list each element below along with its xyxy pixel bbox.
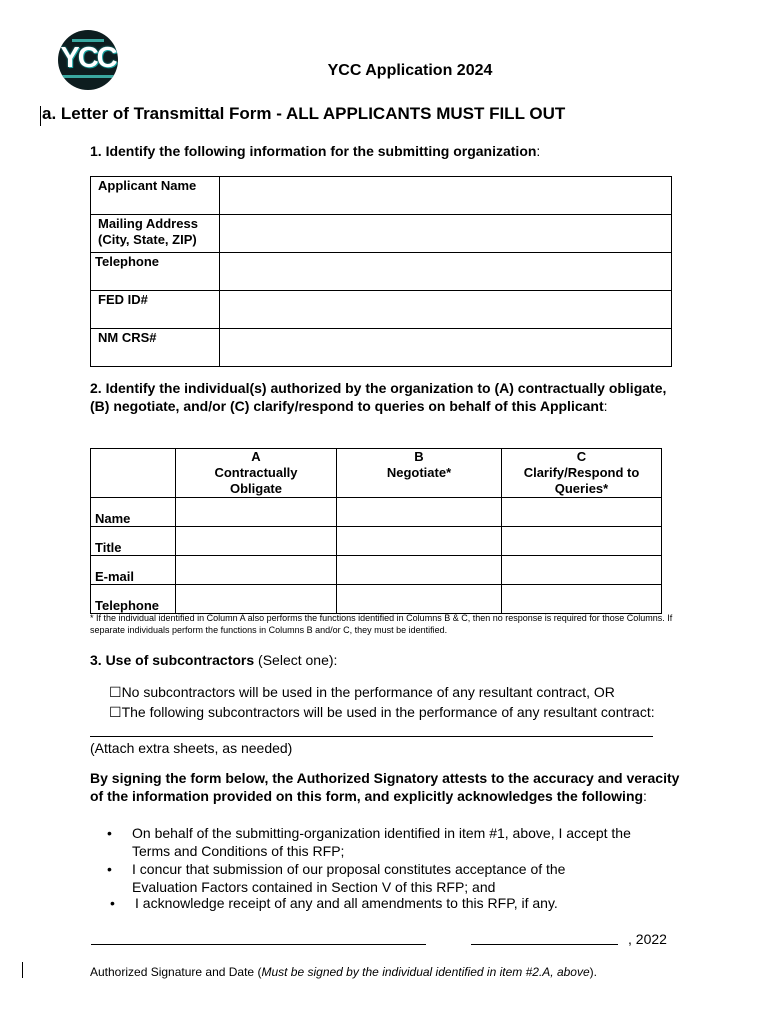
- email-b-field[interactable]: [337, 556, 502, 585]
- subcontractors-line[interactable]: [90, 736, 653, 737]
- column-letter: B: [414, 449, 424, 464]
- attestation-intro: [90, 769, 690, 805]
- bullet-item: [107, 860, 627, 896]
- nm-crs-field[interactable]: [220, 329, 672, 367]
- option-subcontractors[interactable]: [109, 704, 655, 721]
- title-a-field[interactable]: [176, 527, 337, 556]
- row-label: NM CRS#: [91, 329, 220, 367]
- section1-question: [90, 142, 710, 160]
- mailing-address-field[interactable]: [220, 215, 672, 253]
- section2-question: [90, 379, 670, 415]
- signature-line[interactable]: [91, 944, 426, 945]
- corner-cell: [91, 449, 176, 498]
- row-label: Mailing Address (City, State, ZIP): [91, 215, 220, 253]
- row-label: Telephone: [91, 585, 176, 614]
- bullet-text: I concur that submission of our proposal constitutes acceptance of the Evaluation Factors contained in Section V of this RFP; and: [132, 861, 566, 895]
- name-c-field[interactable]: [502, 498, 662, 527]
- signature-caption: [90, 965, 597, 979]
- column-b-header: [337, 449, 502, 498]
- ycc-logo: [58, 30, 118, 90]
- authorized-individuals-table: [90, 448, 662, 614]
- column-a-header: [176, 449, 337, 498]
- row-label: FED ID#: [91, 291, 220, 329]
- column-name: Clarify/Respond to Queries*: [523, 465, 640, 496]
- section2-label: 2. Identify the individual(s) authorized by the organization to (A) contractually obligate, (B) negotiate, and/or (C) clarify/respond to queries on behalf of this Applicant: [90, 380, 667, 414]
- column-letter: C: [576, 449, 587, 464]
- telephone-c-field[interactable]: [502, 585, 662, 614]
- bullet-icon: •: [107, 861, 112, 877]
- email-a-field[interactable]: [176, 556, 337, 585]
- caption-end: ).: [589, 965, 597, 979]
- page-title: YCC Application 2024: [327, 62, 493, 79]
- attestation-text: By signing the form below, the Authorized Signatory attests to the accuracy and veracity of the information provided on this form, and explicitly acknowledges the following: [90, 770, 680, 804]
- table-footnote: * If the individual identified in Column A also performs the functions identified in Columns B & C, then no response is required for those Columns. If separate individuals perform the functions in Columns B and/or C, they must be identified.: [90, 613, 673, 635]
- attestation-colon: :: [643, 788, 647, 804]
- section2-colon: :: [603, 398, 608, 414]
- section1-label: 1. Identify the following information for the submitting organization: [90, 143, 537, 159]
- checkbox-icon[interactable]: ☐: [109, 704, 122, 720]
- telephone-b-field[interactable]: [337, 585, 502, 614]
- column-c-header: [502, 449, 662, 498]
- title-c-field[interactable]: [502, 527, 662, 556]
- bullet-icon: •: [107, 825, 112, 841]
- bullet-text: On behalf of the submitting-organization identified in item #1, above, I accept the Terms and Conditions of this RFP;: [132, 825, 631, 859]
- column-name: Negotiate*: [386, 465, 452, 480]
- telephone-a-field[interactable]: [176, 585, 337, 614]
- email-c-field[interactable]: [502, 556, 662, 585]
- row-label: Title: [91, 527, 176, 556]
- year-text: , 2022: [628, 931, 667, 947]
- bullet-text: I acknowledge receipt of any and all amendments to this RFP, if any.: [135, 895, 558, 911]
- section1-colon: :: [536, 143, 541, 159]
- name-a-field[interactable]: [176, 498, 337, 527]
- bullet-icon: •: [110, 895, 115, 911]
- option-label: The following subcontractors will be used in the performance of any resultant contract:: [121, 704, 655, 720]
- bullet-item: [110, 894, 630, 912]
- row-label: E-mail: [91, 556, 176, 585]
- telephone-field[interactable]: [220, 253, 672, 291]
- bullet-item: [107, 824, 631, 860]
- row-label: Name: [91, 498, 176, 527]
- text-cursor: [40, 106, 41, 126]
- name-b-field[interactable]: [337, 498, 502, 527]
- title-b-field[interactable]: [337, 527, 502, 556]
- row-label: Telephone: [91, 253, 220, 291]
- section3-label: 3. Use of subcontractors: [90, 652, 255, 668]
- fed-id-field[interactable]: [220, 291, 672, 329]
- option-no-subcontractors[interactable]: [109, 684, 615, 701]
- date-line[interactable]: [471, 944, 618, 945]
- section3-hint: (Select one):: [254, 652, 338, 668]
- margin-cursor: [22, 962, 23, 978]
- applicant-name-field[interactable]: [220, 177, 672, 215]
- caption-italic: Must be signed by the individual identified in item #2.A, above: [261, 965, 590, 979]
- attach-note: (Attach extra sheets, as needed): [90, 740, 293, 756]
- form-heading: a. Letter of Transmittal Form - ALL APPLICANTS MUST FILL OUT: [42, 104, 566, 123]
- caption-start: Authorized Signature and Date (: [90, 965, 262, 979]
- checkbox-icon[interactable]: ☐: [109, 684, 122, 700]
- column-name: Contractually Obligate: [214, 465, 298, 496]
- row-label: Applicant Name: [91, 177, 220, 215]
- section3-question: [90, 652, 337, 668]
- column-letter: A: [251, 449, 261, 464]
- logo-text: YCC: [60, 42, 116, 74]
- organization-info-table: [90, 176, 672, 367]
- option-label: No subcontractors will be used in the performance of any resultant contract, OR: [121, 684, 615, 700]
